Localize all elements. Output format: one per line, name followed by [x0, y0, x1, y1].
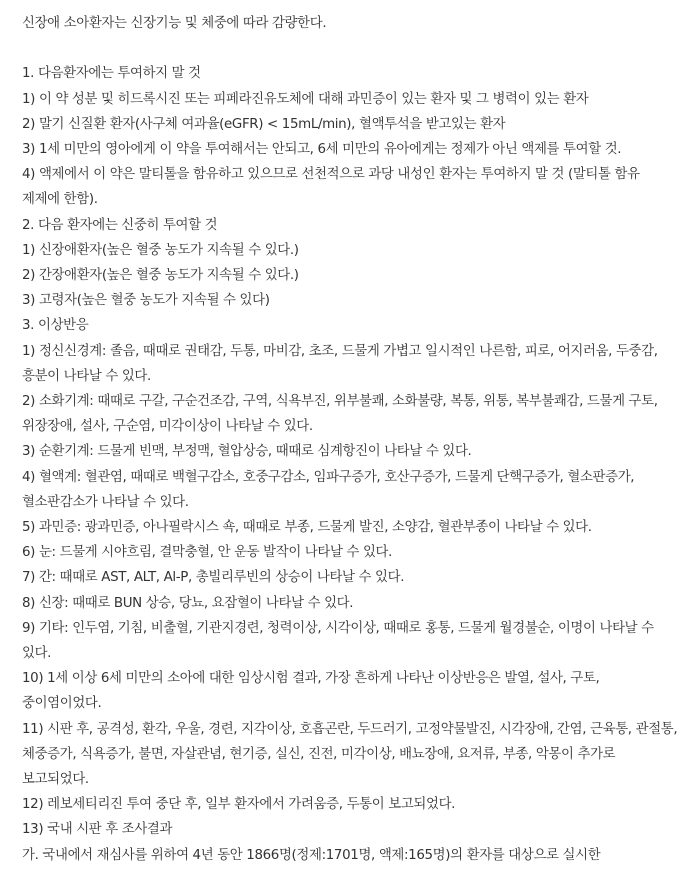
list-item: 10) 1세 이상 6세 미만의 소아에 대한 임상시험 결과, 가장 흔하게 나타난 이상반응은 발열, 설사, 구토, 중이염이었다. [22, 671, 600, 712]
list-item: 가. 국내에서 재심사를 위하여 4년 동안 1866명(정제:1701명, 액제:165명)의 환자를 대상으로 실시한 [22, 847, 601, 863]
list-item: 4) 액제에서 이 약은 말티톨을 함유하고 있으므로 선천적으로 과당 내성인 환자는 투여하지 말 것 (말티톨 함유 제제에 한함). [22, 167, 640, 208]
list-item: 8) 신장: 때때로 BUN 상승, 당뇨, 요잠혈이 나타날 수 있다. [22, 595, 354, 611]
list-item: 2) 소화기계: 때때로 구갈, 구순건조감, 구역, 식욕부진, 위부불쾌, 소화불량, 복통, 위통, 복부불쾌감, 드물게 구토, 위장장애, 설사, 구순염, 미각이상이 나타날 수 있다. [22, 394, 658, 435]
list-item: 2) 간장애환자(높은 혈중 농도가 지속될 수 있다.) [22, 268, 299, 284]
intro-paragraph: 신장애 소아환자는 신장기능 및 체중에 따라 감량한다. [22, 16, 327, 31]
section-3-heading: 3. 이상반응 [22, 318, 89, 334]
list-item: 2) 말기 신질환 환자(사구체 여과율(eGFR) < 15mL/min), 혈액투석을 받고있는 환자 [22, 116, 506, 132]
list-item: 4) 혈액계: 혈관염, 때때로 백혈구감소, 호중구감소, 임파구증가, 호산구증가, 드물게 단핵구증가, 혈소판증가, 혈소판감소가 나타날 수 있다. [22, 469, 635, 510]
list-item: 3) 고령자(높은 혈중 농도가 지속될 수 있다) [22, 293, 270, 309]
section-1-heading: 1. 다음환자에는 투여하지 말 것 [22, 66, 201, 82]
section-2-heading: 2. 다음 환자에는 신중히 투여할 것 [22, 217, 218, 233]
list-item: 7) 간: 때때로 AST, ALT, Al-P, 총빌리루빈의 상승이 나타날 수 있다. [22, 570, 405, 586]
list-item: 3) 1세 미만의 영아에게 이 약을 투여해서는 안되고, 6세 미만의 유아에게는 정제가 아닌 액제를 투여할 것. [22, 142, 622, 157]
blank-line [22, 36, 679, 61]
list-item: 11) 시판 후, 공격성, 환각, 우울, 경련, 지각이상, 호흡곤란, 두드러기, 고정약물발진, 시각장애, 간염, 근육통, 관절통, 체중증가, 식욕증가, 불면, 자살관념, 현기증, 실신, 진전, 미각이상, 배뇨장애, 요저류, 부종, 악몽이 추가로 보고되었다. [22, 721, 678, 788]
list-item: 13) 국내 시판 후 조사결과 [22, 822, 173, 838]
list-item: 12) 레보세티리진 투여 중단 후, 일부 환자에서 가려움증, 두통이 보고되었다. [22, 797, 456, 813]
list-item: 1) 신장애환자(높은 혈중 농도가 지속될 수 있다.) [22, 242, 299, 258]
list-item: 3) 순환기계: 드물게 빈맥, 부정맥, 혈압상승, 때때로 심계항진이 나타날 수 있다. [22, 444, 472, 460]
list-item: 1) 이 약 성분 및 히드록시진 또는 피페라진유도체에 대해 과민증이 있는 환자 및 그 병력이 있는 환자 [22, 91, 589, 107]
list-item: 9) 기타: 인두염, 기침, 비출혈, 기관지경련, 청력이상, 시각이상, 때때로 홍통, 드물게 월경불순, 이명이 나타날 수 있다. [22, 620, 654, 662]
list-item: 5) 과민증: 광과민증, 아나필락시스 쇽, 때때로 부종, 드물게 발진, 소양감, 혈관부종이 나타날 수 있다. [22, 520, 592, 536]
list-item: 1) 정신신경계: 졸음, 때때로 권태감, 두통, 마비감, 초조, 드물게 가볍고 일시적인 나른함, 피로, 어지러움, 두중감, 흥분이 나타날 수 있다. [22, 343, 658, 384]
list-item: 6) 눈: 드물게 시야흐림, 결막충혈, 안 운동 발작이 나타날 수 있다. [22, 545, 393, 561]
